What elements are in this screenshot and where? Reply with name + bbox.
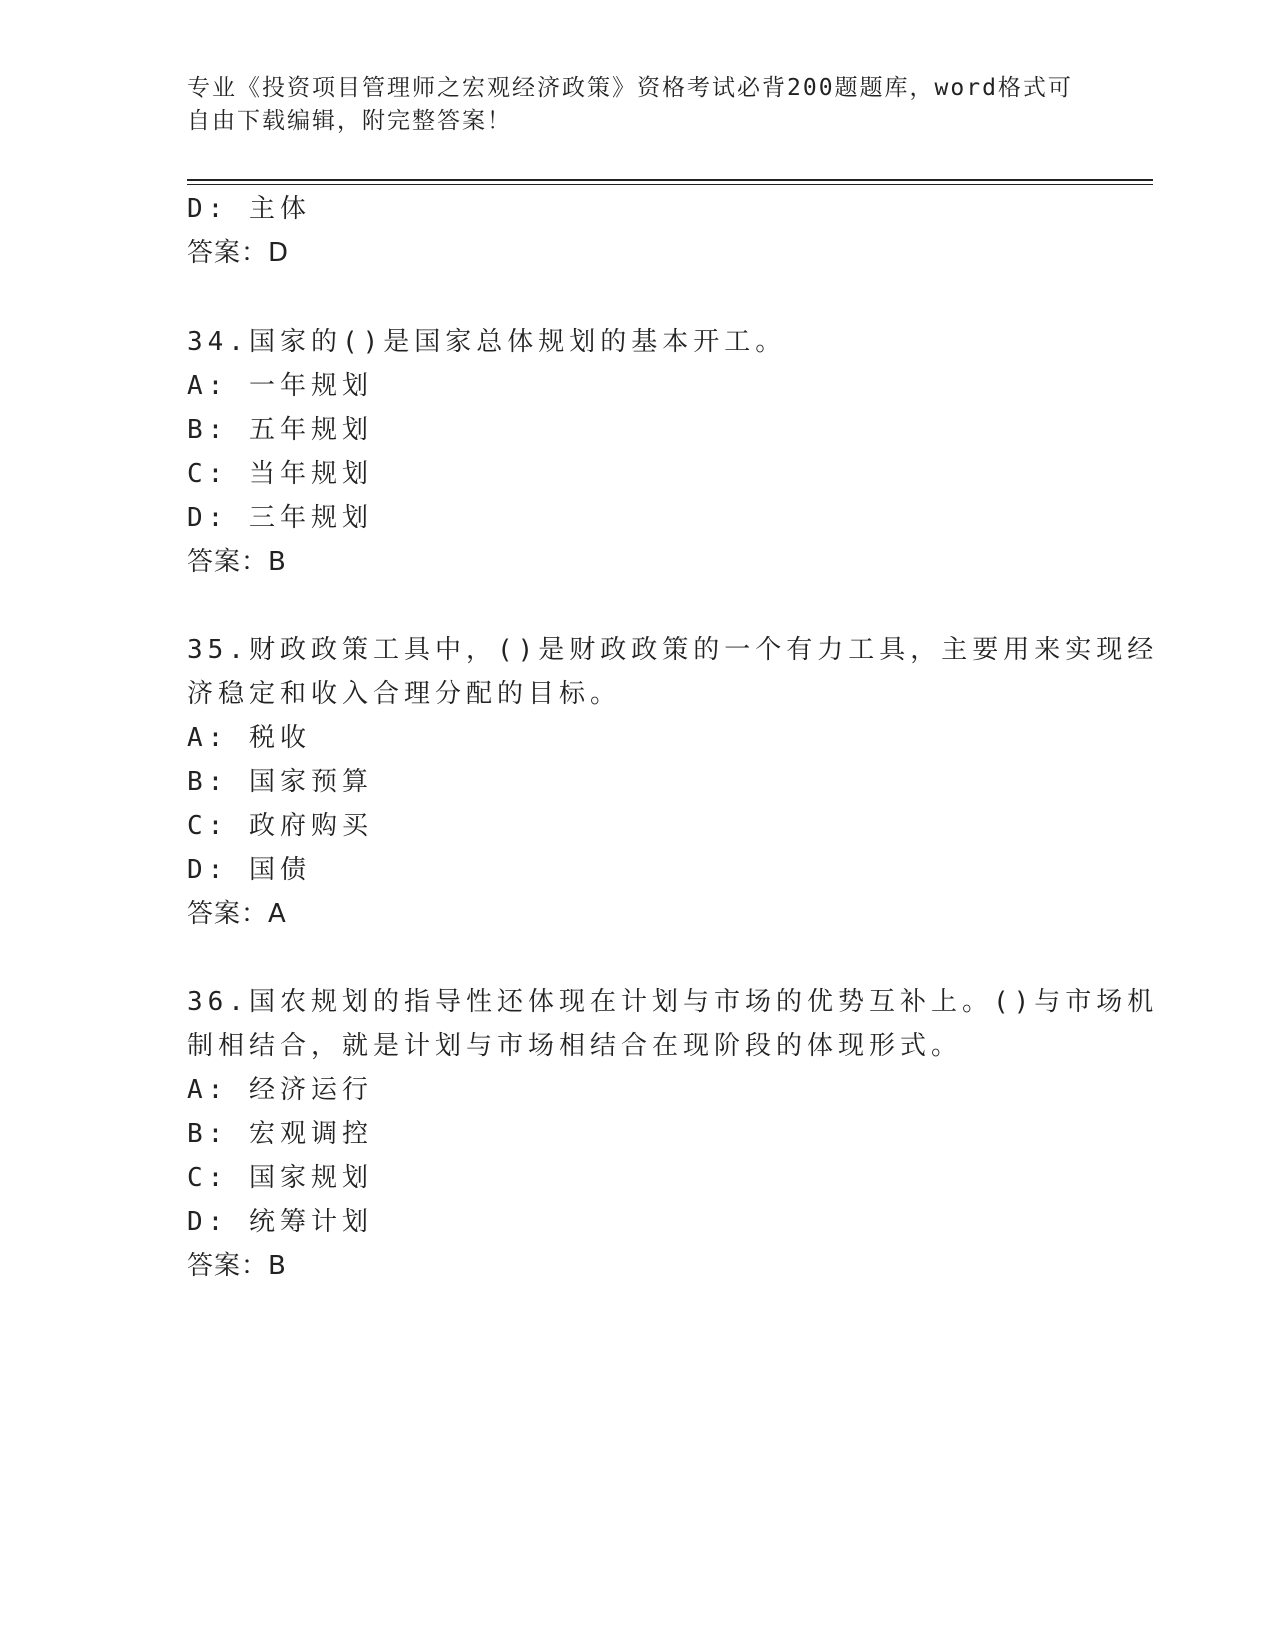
question-34-option-c: C: 当年规划	[187, 459, 373, 489]
question-34-stem: 34.国家的()是国家总体规划的基本开工。	[187, 327, 787, 357]
question-36-option-c: C: 国家规划	[187, 1163, 373, 1193]
answer-line: 答案：D	[187, 238, 290, 268]
option-d: D: 主体	[187, 194, 311, 224]
question-36-stem-line-1: 36.国农规划的指导性还体现在计划与市场的优势互补上。()与市场机	[187, 987, 1159, 1017]
question-36-answer: 答案：B	[187, 1251, 287, 1281]
question-35-stem-line-1: 35.财政政策工具中，()是财政政策的一个有力工具，主要用来实现经	[187, 635, 1159, 665]
document-header	[187, 72, 1077, 138]
question-36-option-d: D: 统筹计划	[187, 1207, 373, 1237]
question-36-stem-line-2: 制相结合，就是计划与市场相结合在现阶段的体现形式。	[187, 1031, 963, 1061]
question-35-option-a: A: 税收	[187, 723, 311, 753]
question-35-option-d: D: 国债	[187, 855, 311, 885]
header-line-2: 自由下载编辑，附完整答案！	[187, 108, 512, 134]
question-34-option-a: A: 一年规划	[187, 371, 373, 401]
question-34-option-b: B: 五年规划	[187, 415, 373, 445]
question-35-answer: 答案：A	[187, 899, 287, 929]
question-35-option-b: B: 国家预算	[187, 767, 373, 797]
question-36-option-a: A: 经济运行	[187, 1075, 373, 1105]
header-line-1: 专业《投资项目管理师之宏观经济政策》资格考试必背200题题库，word格式可	[187, 75, 1073, 101]
header-rule-thin	[187, 184, 1153, 185]
question-35-option-c: C: 政府购买	[187, 811, 373, 841]
question-34-option-d: D: 三年规划	[187, 503, 373, 533]
question-36-option-b: B: 宏观调控	[187, 1119, 373, 1149]
question-34-answer: 答案：B	[187, 547, 287, 577]
header-rule	[187, 179, 1153, 181]
question-35-stem-line-2: 济稳定和收入合理分配的目标。	[187, 679, 622, 709]
